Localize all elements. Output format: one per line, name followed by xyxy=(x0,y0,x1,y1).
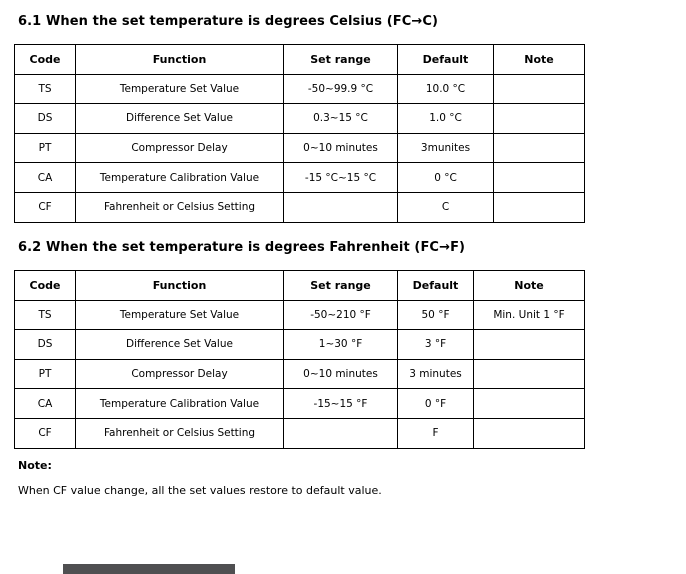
column-header-default: Default xyxy=(398,45,494,75)
column-header-default: Default xyxy=(398,271,474,301)
table-cell: 0~10 minutes xyxy=(284,359,398,389)
table-row-ds xyxy=(15,104,585,134)
section-heading-fahrenheit: 6.2 When the set temperature is degrees Fahrenheit (FC→F) xyxy=(18,240,466,255)
table-cell: -50~99.9 °C xyxy=(284,74,398,104)
column-header-note: Note xyxy=(474,271,585,301)
column-header-code: Code xyxy=(15,45,76,75)
table-cell xyxy=(494,133,585,163)
column-header-note: Note xyxy=(494,45,585,75)
table-cell xyxy=(474,330,585,360)
table-cell: DS xyxy=(15,330,76,360)
table-cell: CA xyxy=(15,163,76,193)
table-cell: 1~30 °F xyxy=(284,330,398,360)
table-cell: Temperature Set Value xyxy=(76,300,284,330)
table-cell: 1.0 °C xyxy=(398,104,494,134)
table-row-pt xyxy=(15,133,585,163)
table-row-ts xyxy=(15,74,585,104)
footer-bar xyxy=(63,564,235,574)
table-cell xyxy=(494,104,585,134)
celsius-settings-table xyxy=(14,44,585,223)
table-header-row xyxy=(15,45,585,75)
table-cell: -50~210 °F xyxy=(284,300,398,330)
table-cell: 0.3~15 °C xyxy=(284,104,398,134)
table-cell: Temperature Set Value xyxy=(76,74,284,104)
table-row-cf xyxy=(15,418,585,448)
fahrenheit-settings-table xyxy=(14,270,585,449)
table-row-ds xyxy=(15,330,585,360)
table-cell: Temperature Calibration Value xyxy=(76,163,284,193)
note-heading: Note: xyxy=(18,459,52,472)
table-cell: Fahrenheit or Celsius Setting xyxy=(76,192,284,222)
table-cell: CA xyxy=(15,389,76,419)
table-cell xyxy=(284,418,398,448)
table-cell: -15 °C~15 °C xyxy=(284,163,398,193)
table-header-row xyxy=(15,271,585,301)
table-cell: PT xyxy=(15,359,76,389)
column-header-code: Code xyxy=(15,271,76,301)
table-row-ca xyxy=(15,389,585,419)
table-cell: Compressor Delay xyxy=(76,359,284,389)
table-cell: 3 minutes xyxy=(398,359,474,389)
table-cell: -15~15 °F xyxy=(284,389,398,419)
table-cell: Compressor Delay xyxy=(76,133,284,163)
column-header-set-range: Set range xyxy=(284,271,398,301)
table-row-ca xyxy=(15,163,585,193)
column-header-function: Function xyxy=(76,45,284,75)
table-cell xyxy=(494,163,585,193)
table-cell: Fahrenheit or Celsius Setting xyxy=(76,418,284,448)
note-text: When CF value change, all the set values restore to default value. xyxy=(18,484,382,497)
table-cell: 3 °F xyxy=(398,330,474,360)
table-row-cf xyxy=(15,192,585,222)
table-cell: Difference Set Value xyxy=(76,104,284,134)
table-cell: TS xyxy=(15,74,76,104)
table-cell: 0 °C xyxy=(398,163,494,193)
table-cell xyxy=(474,418,585,448)
section-heading-celsius: 6.1 When the set temperature is degrees Celsius (FC→C) xyxy=(18,14,439,29)
table-cell: CF xyxy=(15,418,76,448)
table-cell xyxy=(474,389,585,419)
table-cell: Min. Unit 1 °F xyxy=(474,300,585,330)
column-header-set-range: Set range xyxy=(284,45,398,75)
table-cell xyxy=(284,192,398,222)
table-cell: 50 °F xyxy=(398,300,474,330)
table-cell: TS xyxy=(15,300,76,330)
table-cell: C xyxy=(398,192,494,222)
table-row-pt xyxy=(15,359,585,389)
table-cell: Temperature Calibration Value xyxy=(76,389,284,419)
table-cell xyxy=(474,359,585,389)
table-cell: 3munites xyxy=(398,133,494,163)
table-cell: PT xyxy=(15,133,76,163)
table-cell: F xyxy=(398,418,474,448)
table-cell xyxy=(494,74,585,104)
table-cell: 0~10 minutes xyxy=(284,133,398,163)
table-cell: 0 °F xyxy=(398,389,474,419)
table-row-ts xyxy=(15,300,585,330)
table-cell: DS xyxy=(15,104,76,134)
table-cell: CF xyxy=(15,192,76,222)
column-header-function: Function xyxy=(76,271,284,301)
table-cell: Difference Set Value xyxy=(76,330,284,360)
table-cell: 10.0 °C xyxy=(398,74,494,104)
table-cell xyxy=(494,192,585,222)
